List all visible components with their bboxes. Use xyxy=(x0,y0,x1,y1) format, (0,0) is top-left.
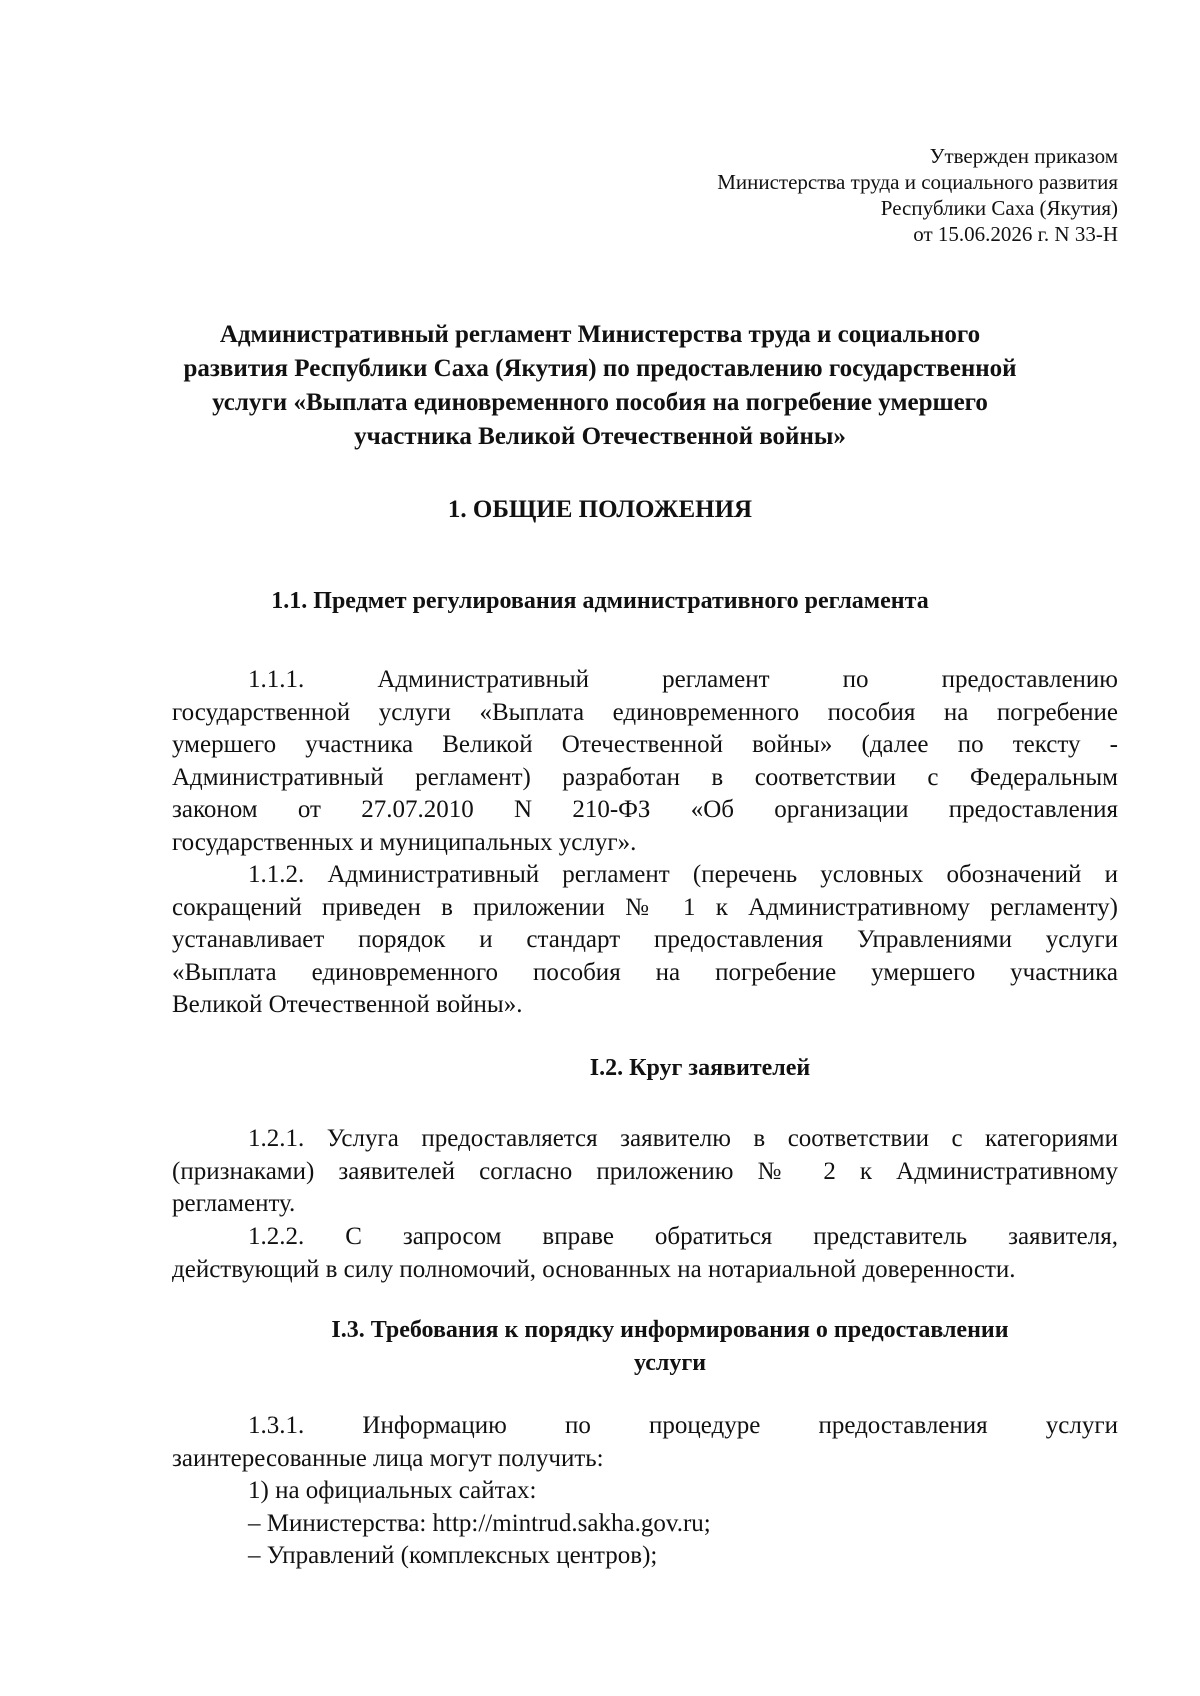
text-line: регламенту. xyxy=(172,1190,296,1217)
approval-line-1: Утвержден приказом xyxy=(929,144,1118,168)
subsection-1-2-heading-text: I.2. Круг заявителей xyxy=(589,1055,811,1081)
subsection-1-1-heading xyxy=(0,585,1200,618)
list-item: 1) на официальных сайтах: xyxy=(248,1477,537,1504)
list-item: – Управлений (комплексных центров); xyxy=(248,1542,658,1569)
text-line: умершего участника Великой Отечественной войны» (далее по тексту - xyxy=(172,731,1118,758)
section-1-heading: 1. ОБЩИЕ ПОЛОЖЕНИЯ xyxy=(447,496,753,523)
paragraph-1-2-2 xyxy=(172,1221,1118,1286)
text-line: Административный регламент) разработан в соответствии с Федеральным xyxy=(172,763,1118,791)
subsection-1-3-heading xyxy=(210,1314,1130,1380)
title-line-1: Административный регламент Министерства труда и социального xyxy=(219,321,981,348)
subsection-1-3-heading-line-2: услуги xyxy=(633,1350,707,1376)
paragraph-1-1-1 xyxy=(172,664,1118,859)
text-line: государственных и муниципальных услуг». xyxy=(172,828,637,856)
approval-stamp xyxy=(717,143,1118,247)
text-line: 1.1.1. Административный регламент по предоставлению xyxy=(248,666,1118,693)
text-line: 1.3.1. Информацию по процедуре предоставления услуги xyxy=(248,1412,1118,1439)
text-line: устанавливает порядок и стандарт предоставления Управлениями услуги xyxy=(172,926,1118,953)
text-line: 1.2.1. Услуга предоставляется заявителю в соответствии с категориями xyxy=(248,1125,1118,1152)
list-item: – Министерства: http://mintrud.sakha.gov.ru; xyxy=(248,1509,711,1537)
approval-line-3: Республики Саха (Якутия) xyxy=(880,196,1118,220)
subsection-1-3-heading-line-1: I.3. Требования к порядку информирования о предоставлении xyxy=(331,1317,1009,1343)
text-line: законом от 27.07.2010 N 210-ФЗ «Об организации предоставления xyxy=(172,796,1118,823)
approval-line-2: Министерства труда и социального развития xyxy=(717,170,1118,194)
subsection-1-1-heading-text: 1.1. Предмет регулирования административного регламента xyxy=(271,588,929,614)
subsection-1-2-heading xyxy=(320,1052,1080,1085)
document-title xyxy=(140,318,1060,454)
title-line-3: услуги «Выплата единовременного пособия на погребение умершего xyxy=(212,389,988,416)
paragraph-1-1-2 xyxy=(172,859,1118,1022)
paragraph-1-2-1 xyxy=(172,1123,1118,1221)
text-line: государственной услуги «Выплата единовременного пособия на погребение xyxy=(172,698,1118,726)
text-line: сокращений приведен в приложении № 1 к Административному регламенту) xyxy=(172,893,1118,921)
text-line: 1.2.2. С запросом вправе обратиться представитель заявителя, xyxy=(248,1223,1118,1250)
title-line-4: участника Великой Отечественной войны» xyxy=(354,423,846,450)
title-line-2: развития Республики Саха (Якутия) по предоставлению государственной xyxy=(183,355,1017,382)
text-line: действующий в силу полномочий, основанных на нотариальной доверенности. xyxy=(172,1255,1016,1283)
text-line: «Выплата единовременного пособия на погребение умершего участника xyxy=(172,958,1118,986)
paragraph-1-3-1 xyxy=(172,1410,1118,1573)
text-line: Великой Отечественной войны». xyxy=(172,991,523,1018)
approval-line-4: от 15.06.2026 г. N 33-Н xyxy=(913,222,1118,246)
text-line: (признаками) заявителей согласно приложению № 2 к Административному xyxy=(172,1157,1118,1185)
text-line: 1.1.2. Административный регламент (перечень условных обозначений и xyxy=(248,861,1118,888)
text-line: заинтересованные лица могут получить: xyxy=(172,1444,604,1472)
